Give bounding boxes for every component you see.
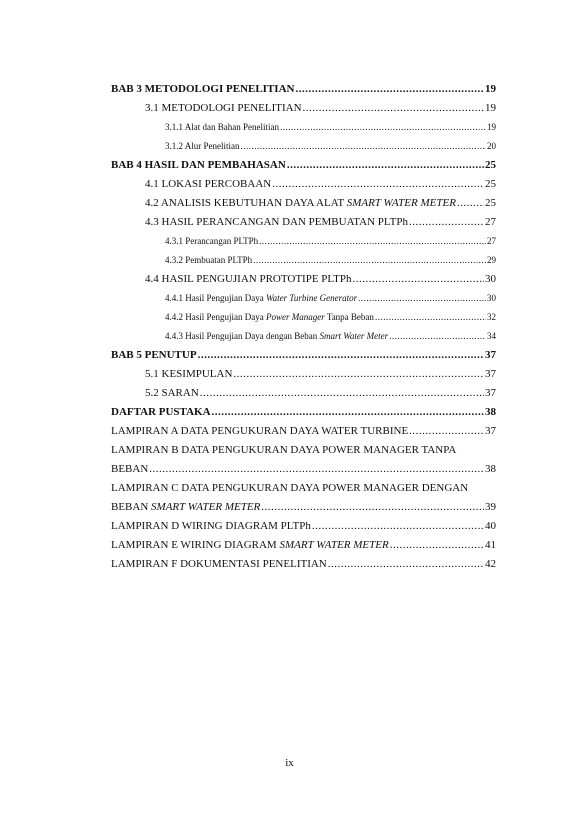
toc-entry-title: 4.3.2 Pembuatan PLTPh [165,255,253,265]
toc-entry-title: 4.4.2 Hasil Pengujian Daya Power Manager Tanpa Beban [165,312,374,322]
toc-page-number: 37 [485,368,496,380]
dot-leader [287,156,484,175]
toc-entry-title: LAMPIRAN D WIRING DIAGRAM PLTPh [111,520,311,532]
toc-entry[interactable] [111,251,496,270]
toc-entry[interactable] [111,460,496,479]
toc-entry[interactable] [111,517,496,536]
dot-leader [198,346,484,365]
toc-entry[interactable] [111,498,496,517]
toc-entry-title: 3.1 METODOLOGI PENELITIAN [145,102,302,114]
toc-entry-title: 4.3.1 Perancangan PLTPh [165,236,259,246]
dot-leader [358,289,486,308]
toc-entry[interactable] [111,403,496,422]
toc-page-number: 38 [485,406,496,418]
toc-page-number: 38 [485,463,496,475]
toc-entry[interactable] [111,175,496,194]
toc-entry[interactable] [111,555,496,574]
toc-entry-title: BAB 3 METODOLOGI PENELITIAN [111,83,295,95]
toc-entry[interactable] [111,270,496,289]
toc-entry-title: BEBAN [111,463,149,475]
toc-page-number: 34 [487,331,496,341]
toc-entry[interactable] [111,118,496,137]
dot-leader [233,365,484,384]
toc-entry-title: DAFTAR PUSTAKA [111,406,211,418]
toc-page-number: 41 [485,539,496,551]
toc-page-number: 20 [487,141,496,151]
dot-leader [390,536,484,555]
toc-entry-title: LAMPIRAN A DATA PENGUKURAN DAYA WATER TURBINE [111,425,409,437]
dot-leader [200,384,484,403]
dot-leader [389,327,486,346]
table-of-contents [111,80,496,574]
toc-entry[interactable] [111,80,496,99]
dot-leader [149,460,484,479]
dot-leader [352,270,484,289]
toc-page-number: 37 [485,387,496,399]
toc-entry[interactable] [111,156,496,175]
toc-page-number: 27 [487,236,496,246]
toc-page-number: 25 [485,197,496,209]
toc-entry-title: BAB 4 HASIL DAN PEMBAHASAN [111,159,286,171]
toc-entry[interactable] [111,232,496,251]
dot-leader [272,175,484,194]
toc-entry[interactable] [111,289,496,308]
toc-entry-title: 5.2 SARAN [145,387,199,399]
toc-entry-title: LAMPIRAN E WIRING DIAGRAM SMART WATER METER [111,539,389,551]
toc-entry[interactable] [111,308,496,327]
toc-entry[interactable] [111,213,496,232]
toc-entry[interactable] [111,365,496,384]
toc-entry[interactable] [111,99,496,118]
toc-entry-title: 4.4.3 Hasil Pengujian Daya dengan Beban Smart Water Meter [165,331,389,341]
toc-entry-title: 4.4 HASIL PENGUJIAN PROTOTIPE PLTPh [145,273,352,285]
toc-entry-title: LAMPIRAN F DOKUMENTASI PENELITIAN [111,558,327,570]
toc-entry[interactable] [111,194,496,213]
toc-page-number: 19 [485,83,496,95]
dot-leader [261,498,484,517]
toc-page-number: 39 [485,501,496,513]
toc-entry[interactable] [111,536,496,555]
toc-entry-title: BEBAN SMART WATER METER [111,501,261,513]
toc-page-number: 30 [487,293,496,303]
toc-page-number: 25 [485,159,496,171]
toc-page-number: 30 [485,273,496,285]
toc-entry-title: 4.3 HASIL PERANCANGAN DAN PEMBUATAN PLTPh [145,216,408,228]
toc-entry-title: 4.2 ANALISIS KEBUTUHAN DAYA ALAT SMART WATER METER [145,197,456,209]
toc-page-number: 29 [487,255,496,265]
toc-entry-title: BAB 5 PENUTUP [111,349,197,361]
toc-entry-line: LAMPIRAN B DATA PENGUKURAN DAYA POWER MANAGER TANPA [111,444,457,456]
dot-leader [280,118,486,137]
dot-leader [253,251,486,270]
toc-page-number: 40 [485,520,496,532]
dot-leader [409,213,484,232]
toc-entry[interactable] [111,384,496,403]
toc-entry-title: 3.1.2 Alur Penelitian [165,141,240,151]
dot-leader [312,517,484,536]
toc-page-number: 25 [485,178,496,190]
toc-page-number: 37 [485,425,496,437]
page-number: ix [285,757,294,769]
toc-entry[interactable] [111,137,496,156]
toc-entry-title: 3.1.1 Alat dan Bahan Penelitian [165,122,279,132]
dot-leader [457,194,484,213]
dot-leader [259,232,486,251]
dot-leader [295,80,484,99]
toc-entry-line: LAMPIRAN C DATA PENGUKURAN DAYA POWER MANAGER DENGAN [111,482,469,494]
toc-entry-title: 4.1 LOKASI PERCOBAAN [145,178,272,190]
toc-entry-title: 4.4.1 Hasil Pengujian Daya Water Turbine Generator [165,293,358,303]
toc-entry-title: 5.1 KESIMPULAN [145,368,233,380]
toc-page-number: 19 [487,122,496,132]
toc-entry[interactable] [111,327,496,346]
dot-leader [375,308,486,327]
toc-page-number: 32 [487,312,496,322]
dot-leader [409,422,484,441]
toc-entry[interactable] [111,422,496,441]
toc-page-number: 42 [485,558,496,570]
toc-page-number: 27 [485,216,496,228]
dot-leader [328,555,484,574]
dot-leader [241,137,487,156]
dot-leader [303,99,484,118]
dot-leader [212,403,484,422]
toc-page-number: 19 [485,102,496,114]
toc-entry[interactable] [111,346,496,365]
toc-page-number: 37 [485,349,496,361]
